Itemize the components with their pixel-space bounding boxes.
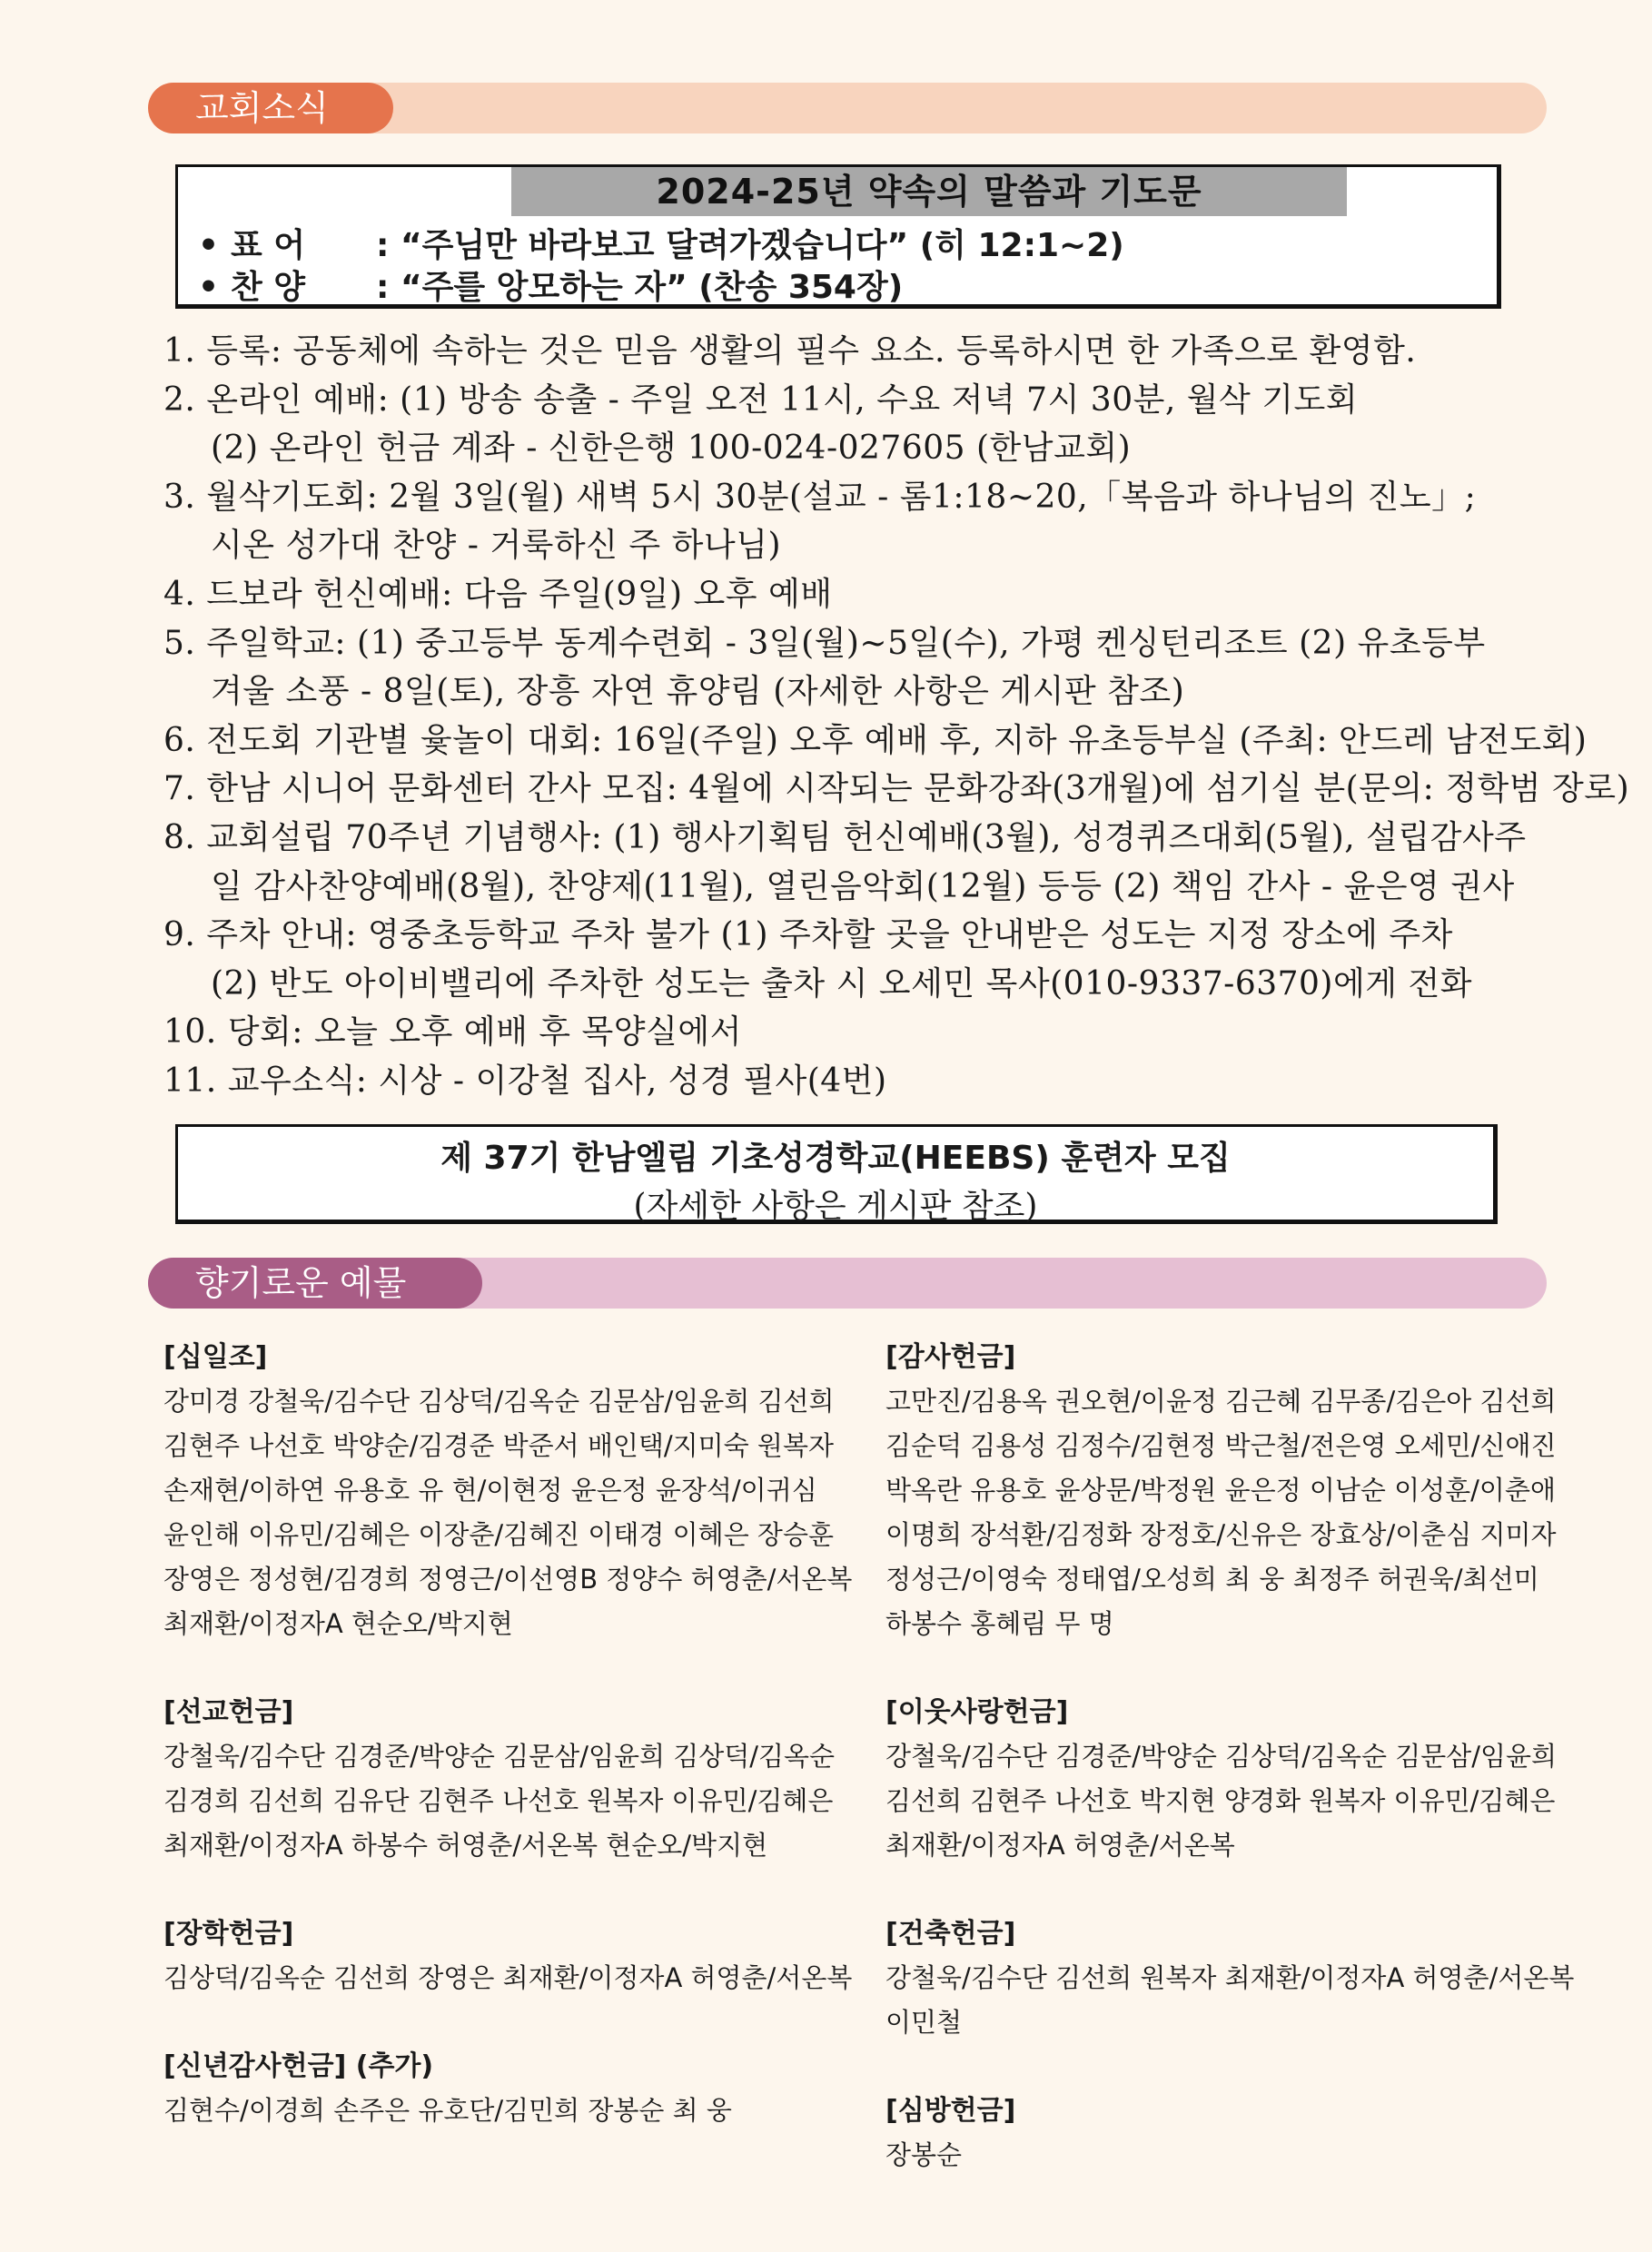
offering-heading: [선교헌금] — [163, 1696, 294, 1728]
offering-heading: [십일조] — [163, 1341, 268, 1373]
offering-group — [885, 1911, 1575, 2045]
offering-group — [885, 1335, 1557, 1646]
colon: : — [376, 227, 401, 264]
offering-names: 장봉순 — [885, 2139, 963, 2170]
notice-continuation: 일 감사찬양예배(8월), 찬양제(11월), 열린음악회(12월) 등등 (2) 책임 간사 - 윤은영 권사 — [211, 867, 1515, 905]
offering-names: 김선희 김현주 나선호 박지현 양경화 원복자 이유민/김혜은 — [885, 1785, 1556, 1816]
offering-names: 이명희 장석환/김정화 장정호/신유은 장효상/이춘심 지미자 — [885, 1519, 1557, 1550]
offering-names: 김상덕/김옥순 김선희 장영은 최재환/이정자A 허영춘/서온복 — [163, 1962, 853, 1993]
church-news-tab: 교회소식 — [148, 83, 393, 133]
notice-list — [163, 327, 1630, 1106]
motto-text: “주님만 바라보고 달려가겠습니다” (히 12:1~2) — [400, 227, 1124, 264]
hymn-label: 찬 양 — [231, 269, 306, 306]
notice-text: 11. 교우소식: 시상 - 이강철 집사, 성경 필사(4번) — [163, 1062, 887, 1100]
notice-text: 5. 주일학교: (1) 중고등부 동계수련회 - 3일(월)~5일(수), 가평 켄싱턴리조트 (2) 유초등부 — [163, 624, 1486, 662]
offering-heading: [건축헌금] — [885, 1918, 1016, 1950]
notice-text: 6. 전도회 기관별 윷놀이 대회: 16일(주일) 오후 예배 후, 지하 유초등부실 (주최: 안드레 남전도회) — [163, 721, 1588, 759]
notice-item — [163, 619, 1517, 716]
notice-item — [163, 570, 1517, 619]
offerings-right-column — [885, 1335, 1575, 2221]
bullet-icon: • — [198, 227, 220, 264]
verse-box-title: 2024-25년 약속의 말씀과 기도문 — [511, 167, 1347, 216]
offering-names: 정성근/이영숙 정태엽/오성희 최 웅 최정주 허권욱/최선미 — [885, 1564, 1539, 1595]
offering-heading: [감사헌금] — [885, 1341, 1016, 1373]
offering-names: 손재현/이하연 유용호 유 현/이현정 윤은정 윤장석/이귀심 — [163, 1475, 817, 1506]
offering-names: 하봉수 홍혜림 무 명 — [885, 1608, 1114, 1639]
offering-names: 윤인해 이유민/김혜은 이장춘/김혜진 이태경 이혜은 장승훈 — [163, 1519, 834, 1550]
offerings-header-bar — [148, 1258, 1547, 1309]
hymn-text: “주를 앙모하는 자” (찬송 354장) — [400, 269, 904, 306]
offering-names: 고만진/김용옥 권오현/이윤정 김근혜 김무종/김은아 김선희 — [885, 1386, 1557, 1417]
notice-continuation: (2) 반도 아이비밸리에 주차한 성도는 출차 시 오세민 목사(010-9337-6370)에게 전화 — [211, 964, 1473, 1003]
notice-continuation: 겨울 소풍 - 8일(토), 장흥 자연 휴양림 (자세한 사항은 게시판 참조) — [211, 673, 1185, 711]
offering-names: 김현주 나선호 박양순/김경준 박준서 배인택/지미숙 원복자 — [163, 1430, 834, 1461]
hymn-line — [198, 262, 903, 308]
notice-text: 7. 한남 시니어 문화센터 간사 모집: 4월에 시작되는 문화강좌(3개월)에 섬기실 분(문의: 정학범 장로) — [163, 770, 1630, 808]
notice-item — [163, 814, 1527, 911]
notice-text: 4. 드보라 헌신예배: 다음 주일(9일) 오후 예배 — [163, 575, 833, 613]
notice-text: 9. 주차 안내: 영중초등학교 주차 불가 (1) 주차할 곳을 안내받은 성도는 지정 장소에 주차 — [163, 916, 1453, 954]
offering-names: 김경희 김선희 김유단 김현주 나선호 원복자 이유민/김혜은 — [163, 1785, 834, 1816]
offering-names: 강철욱/김수단 김경준/박양순 김문삼/임윤희 김상덕/김옥순 — [163, 1741, 836, 1772]
motto-label: 표 어 — [231, 227, 306, 264]
offering-group — [163, 1911, 853, 2000]
church-news-header-bar — [148, 83, 1547, 133]
offering-names: 강철욱/김수단 김경준/박양순 김상덕/김옥순 김문삼/임윤희 — [885, 1741, 1558, 1772]
offerings-tab: 향기로운 예물 — [148, 1258, 482, 1309]
notice-item — [163, 911, 1517, 1008]
notice-text: 10. 당회: 오늘 오후 예배 후 목양실에서 — [163, 1013, 742, 1052]
promise-verse-box — [175, 164, 1501, 309]
notice-text: 8. 교회설립 70주년 기념행사: (1) 행사기획팀 헌신예배(3월), 성경퀴즈대회(5월), 설립감사주 — [163, 818, 1527, 856]
notice-text: 3. 월삭기도회: 2월 3일(월) 새벽 5시 30분(설교 - 롬1:18~20,「복음과 하나님의 진노」; — [163, 478, 1477, 516]
offering-names: 강미경 강철욱/김수단 김상덕/김옥순 김문삼/임윤희 김선희 — [163, 1386, 835, 1417]
bible-school-recruit-box — [175, 1124, 1498, 1224]
offering-heading: [장학헌금] — [163, 1918, 294, 1950]
offering-names: 최재환/이정자A 하봉수 허영춘/서온복 현순오/박지현 — [163, 1830, 768, 1861]
notice-continuation: (2) 온라인 헌금 계좌 - 신한은행 100-024-027605 (한남교회) — [211, 430, 1132, 468]
recruit-title: 제 37기 한남엘림 기초성경학교(HEEBS) 훈련자 모집 — [440, 1140, 1231, 1177]
bullet-icon: • — [198, 269, 220, 306]
offerings-left-column — [163, 1335, 853, 2177]
notice-item — [163, 376, 1517, 473]
recruit-note: (자세한 사항은 게시판 참조) — [633, 1188, 1038, 1225]
offering-names: 강철욱/김수단 김선희 원복자 최재환/이정자A 허영춘/서온복 — [885, 1962, 1575, 1993]
notice-item — [163, 716, 1588, 765]
offering-group — [885, 2089, 1539, 2178]
offering-heading: [신년감사헌금] (추가) — [163, 2050, 434, 2082]
notice-text: 2. 온라인 예배: (1) 방송 송출 - 주일 오전 11시, 수요 저녁 7시 30분, 월삭 기도회 — [163, 380, 1359, 419]
motto-line — [198, 220, 1124, 266]
notice-item — [163, 473, 1517, 570]
offering-names: 최재환/이정자A 현순오/박지현 — [163, 1608, 513, 1639]
offering-names: 장영은 정성현/김경희 정영근/이선영B 정양수 허영춘/서온복 — [163, 1564, 853, 1595]
offering-group — [885, 1690, 1558, 1868]
offering-heading: [이웃사랑헌금] — [885, 1696, 1069, 1728]
notice-continuation: 시온 성가대 찬양 - 거룩하신 주 하나님) — [211, 527, 782, 565]
offering-group — [163, 1335, 853, 1646]
notice-item — [163, 1008, 1517, 1057]
offering-names: 박옥란 유용호 윤상문/박정원 윤은정 이남순 이성훈/이춘애 — [885, 1475, 1556, 1506]
notice-item — [163, 1057, 1517, 1106]
notice-text: 1. 등록: 공동체에 속하는 것은 믿음 생활의 필수 요소. 등록하시면 한 가족으로 환영함. — [163, 332, 1417, 370]
colon: : — [376, 269, 401, 306]
offering-names: 최재환/이정자A 허영춘/서온복 — [885, 1830, 1235, 1861]
offering-names: 김현수/이경희 손주은 유호단/김민희 장봉순 최 웅 — [163, 2095, 732, 2126]
notice-item — [163, 765, 1630, 814]
offering-heading: [심방헌금] — [885, 2095, 1016, 2127]
offering-names: 이민철 — [885, 2007, 963, 2038]
notice-item — [163, 327, 1517, 376]
offering-names: 김순덕 김용성 김정수/김현정 박근철/전은영 오세민/신애진 — [885, 1430, 1557, 1461]
offering-group — [163, 1690, 836, 1868]
offering-group — [163, 2044, 817, 2133]
